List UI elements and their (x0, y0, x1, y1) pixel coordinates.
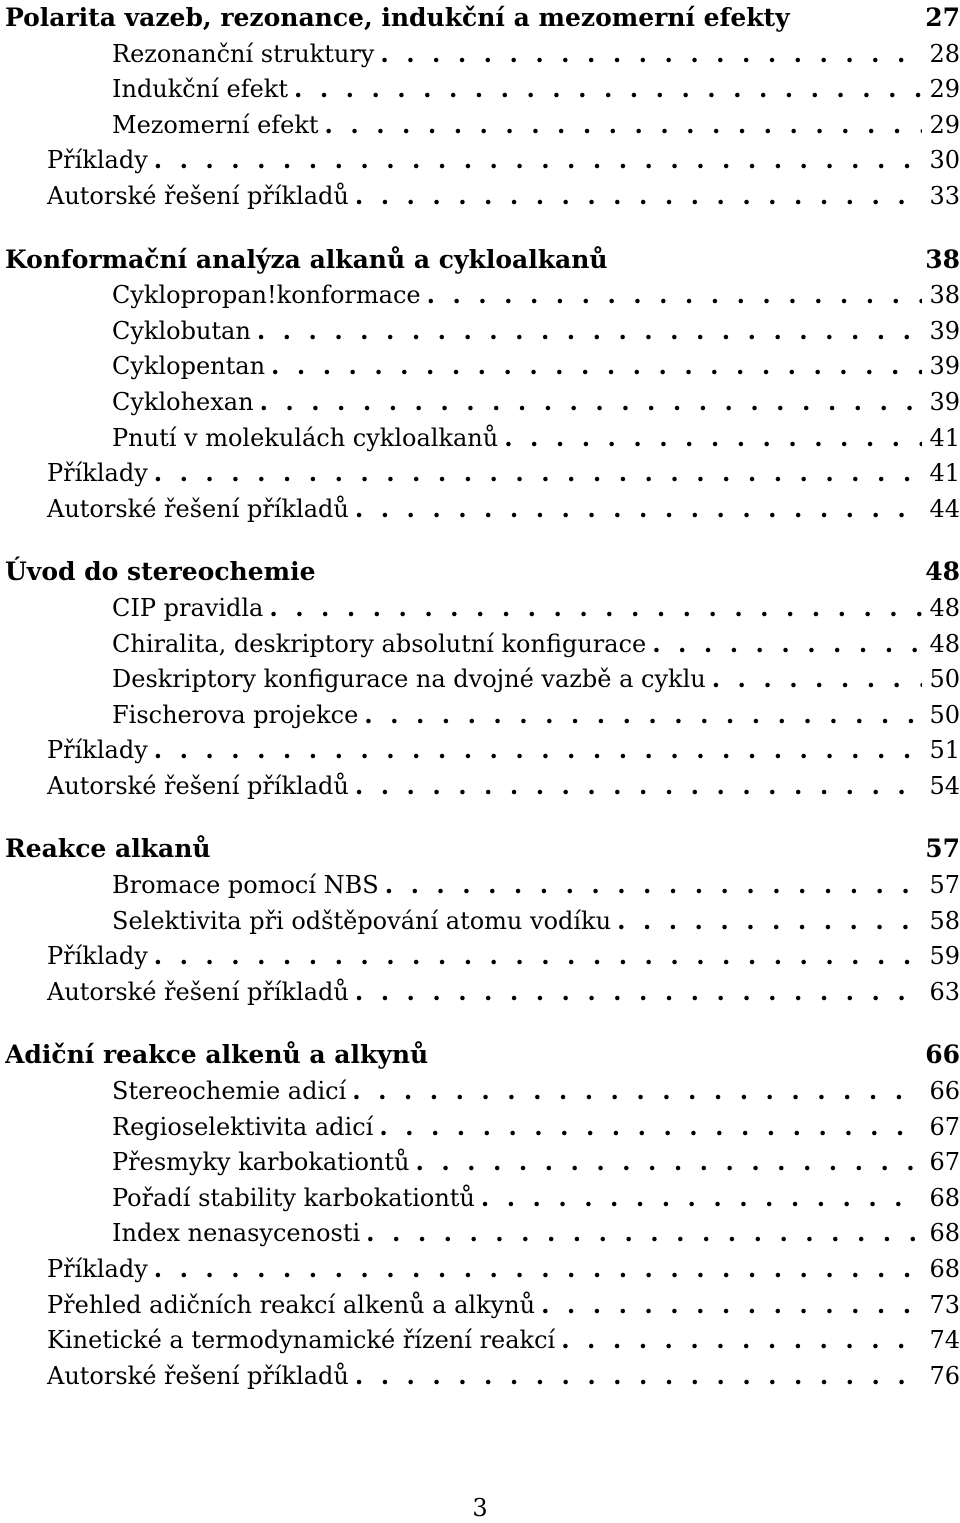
toc-entry[interactable] (5, 1144, 960, 1180)
toc-entry[interactable] (5, 661, 960, 697)
entry-page-number: 48 (929, 629, 960, 658)
toc-entry[interactable] (5, 178, 960, 214)
chapter-page-number: 66 (925, 1040, 960, 1070)
dot-leader (355, 1358, 922, 1394)
dot-leader (271, 348, 922, 384)
entry-page-number: 41 (929, 423, 960, 452)
entry-page-number: 51 (929, 736, 960, 765)
chapter-page-number: 48 (925, 557, 960, 587)
entry-page-number: 66 (929, 1077, 960, 1106)
entry-title: Fischerova projekce (112, 700, 359, 729)
dot-leader (427, 277, 922, 313)
entry-page-number: 28 (929, 39, 960, 68)
toc-entry[interactable] (5, 313, 960, 349)
entry-page-number: 57 (929, 871, 960, 900)
dot-leader (154, 1251, 922, 1287)
entry-title: Autorské řešení příkladů (47, 181, 349, 210)
toc-chapter (5, 1037, 960, 1393)
dot-leader (154, 938, 922, 974)
entry-page-number: 63 (929, 977, 960, 1006)
chapter-heading[interactable] (5, 242, 960, 278)
entry-page-number: 67 (929, 1148, 960, 1177)
entry-page-number: 74 (929, 1326, 960, 1355)
toc-entry[interactable] (5, 1073, 960, 1109)
toc-entry[interactable] (5, 1287, 960, 1323)
dot-leader (385, 867, 922, 903)
page-number: 3 (472, 1494, 488, 1522)
toc-entry[interactable] (5, 1251, 960, 1287)
dot-leader (541, 1287, 922, 1323)
entry-title: Stereochemie adicí (112, 1077, 347, 1106)
entry-title: Příklady (47, 146, 148, 175)
toc-entry[interactable] (5, 732, 960, 768)
entry-title: Autorské řešení příkladů (47, 1361, 349, 1390)
dot-leader (617, 903, 922, 939)
toc-entry[interactable] (5, 1180, 960, 1216)
toc-entry[interactable] (5, 938, 960, 974)
entry-title: Příklady (47, 942, 148, 971)
entry-title: Rezonanční struktury (112, 39, 375, 68)
chapter-page-number: 57 (925, 834, 960, 864)
entry-page-number: 54 (929, 771, 960, 800)
entry-page-number: 33 (929, 181, 960, 210)
entry-page-number: 73 (929, 1290, 960, 1319)
toc-entry[interactable] (5, 697, 960, 733)
toc-entry[interactable] (5, 107, 960, 143)
toc-chapter (5, 242, 960, 527)
dot-leader (355, 491, 922, 527)
entry-page-number: 29 (929, 110, 960, 139)
toc-entry[interactable] (5, 626, 960, 662)
entry-page-number: 67 (929, 1112, 960, 1141)
entry-title: Autorské řešení příkladů (47, 977, 349, 1006)
entry-title: Cyklobutan (112, 316, 251, 345)
toc-entry[interactable] (5, 491, 960, 527)
dot-leader (355, 974, 922, 1010)
dot-leader (325, 107, 922, 143)
toc-entry[interactable] (5, 974, 960, 1010)
entry-page-number: 48 (929, 593, 960, 622)
entry-page-number: 68 (929, 1183, 960, 1212)
toc-entry[interactable] (5, 1322, 960, 1358)
chapter-title: Polarita vazeb, rezonance, indukční a mezomerní efekty (5, 3, 790, 32)
entry-page-number: 44 (929, 494, 960, 523)
dot-leader (366, 1215, 922, 1251)
toc-entry[interactable] (5, 455, 960, 491)
entry-title: Pořadí stability karbokationtů (112, 1183, 475, 1212)
dot-leader (652, 626, 922, 662)
dot-leader (481, 1180, 922, 1216)
dot-leader (355, 178, 922, 214)
chapter-page-number: 27 (925, 3, 960, 32)
entry-page-number: 68 (929, 1255, 960, 1283)
entry-title: Autorské řešení příkladů (47, 494, 349, 523)
entry-page-number: 29 (929, 75, 960, 104)
dot-leader (364, 697, 922, 733)
dot-leader (154, 732, 922, 768)
toc-entry[interactable] (5, 71, 960, 107)
entry-title: Regioselektivita adicí (112, 1112, 374, 1141)
entry-page-number: 58 (929, 906, 960, 935)
dot-leader (154, 142, 922, 178)
entry-title: Pnutí v molekulách cykloalkanů (112, 423, 499, 452)
entry-page-number: 38 (929, 281, 960, 310)
entry-page-number: 30 (929, 146, 960, 175)
dot-leader (352, 1073, 922, 1109)
toc-entry[interactable] (5, 36, 960, 72)
toc-chapter (5, 0, 960, 214)
table-of-contents (5, 0, 960, 1421)
entry-title: Autorské řešení příkladů (47, 771, 349, 800)
dot-leader (355, 768, 922, 804)
chapter-title: Konformační analýza alkanů a cykloalkanů (5, 244, 608, 274)
entry-title: Index nenasycenosti (112, 1219, 361, 1248)
entry-title: CIP pravidla (112, 593, 264, 622)
entry-title: Kinetické a termodynamické řízení reakcí (47, 1326, 556, 1355)
toc-entry[interactable] (5, 768, 960, 804)
entry-title: Indukční efekt (112, 75, 288, 104)
toc-entry[interactable] (5, 1215, 960, 1251)
entry-title: Příklady (47, 1255, 148, 1283)
chapter-heading[interactable] (5, 554, 960, 590)
entry-title: Cyklopropan!konformace (112, 281, 421, 310)
dot-leader (294, 71, 922, 107)
entry-title: Příklady (47, 736, 148, 765)
dot-leader (561, 1322, 922, 1358)
chapter-title: Úvod do stereochemie (5, 557, 316, 587)
chapter-heading[interactable] (5, 1037, 960, 1073)
chapter-page-number: 38 (925, 244, 960, 274)
dot-leader (504, 420, 922, 456)
toc-entry[interactable] (5, 277, 960, 313)
entry-title: Chiralita, deskriptory absolutní konfigurace (112, 629, 647, 658)
dot-leader (380, 36, 922, 72)
entry-title: Deskriptory konfigurace na dvojné vazbě a cyklu (112, 665, 706, 694)
entry-page-number: 50 (929, 700, 960, 729)
entry-title: Bromace pomocí NBS (112, 871, 379, 900)
toc-entry[interactable] (5, 142, 960, 178)
toc-entry[interactable] (5, 867, 960, 903)
toc-entry[interactable] (5, 384, 960, 420)
toc-entry[interactable] (5, 590, 960, 626)
dot-leader (154, 455, 922, 491)
toc-entry[interactable] (5, 348, 960, 384)
chapter-title: Adiční reakce alkenů a alkynů (5, 1040, 429, 1070)
dot-leader (257, 313, 922, 349)
entry-page-number: 39 (929, 387, 960, 416)
entry-title: Příklady (47, 459, 148, 488)
toc-entry[interactable] (5, 420, 960, 456)
toc-entry[interactable] (5, 903, 960, 939)
chapter-title: Reakce alkanů (5, 834, 211, 864)
entry-page-number: 76 (929, 1361, 960, 1390)
entry-page-number: 41 (929, 459, 960, 488)
entry-page-number: 50 (929, 665, 960, 694)
entry-title: Selektivita při odštěpování atomu vodíku (112, 906, 612, 935)
toc-entry[interactable] (5, 1358, 960, 1394)
entry-title: Cyklopentan (112, 352, 266, 381)
entry-title: Přesmyky karbokationtů (112, 1148, 410, 1177)
chapter-heading[interactable] (5, 0, 960, 36)
entry-title: Mezomerní efekt (112, 110, 319, 139)
dot-leader (416, 1144, 922, 1180)
toc-chapter (5, 831, 960, 1009)
toc-entry[interactable] (5, 1109, 960, 1145)
dot-leader (269, 590, 922, 626)
entry-title: Přehled adičních reakcí alkenů a alkynů (47, 1290, 536, 1319)
toc-chapter (5, 554, 960, 803)
entry-page-number: 68 (929, 1219, 960, 1248)
entry-page-number: 59 (929, 942, 960, 971)
entry-title: Cyklohexan (112, 387, 254, 416)
entry-page-number: 39 (929, 316, 960, 345)
chapter-heading[interactable] (5, 831, 960, 867)
entry-page-number: 39 (929, 352, 960, 381)
dot-leader (712, 661, 922, 697)
dot-leader (379, 1109, 922, 1145)
dot-leader (260, 384, 922, 420)
